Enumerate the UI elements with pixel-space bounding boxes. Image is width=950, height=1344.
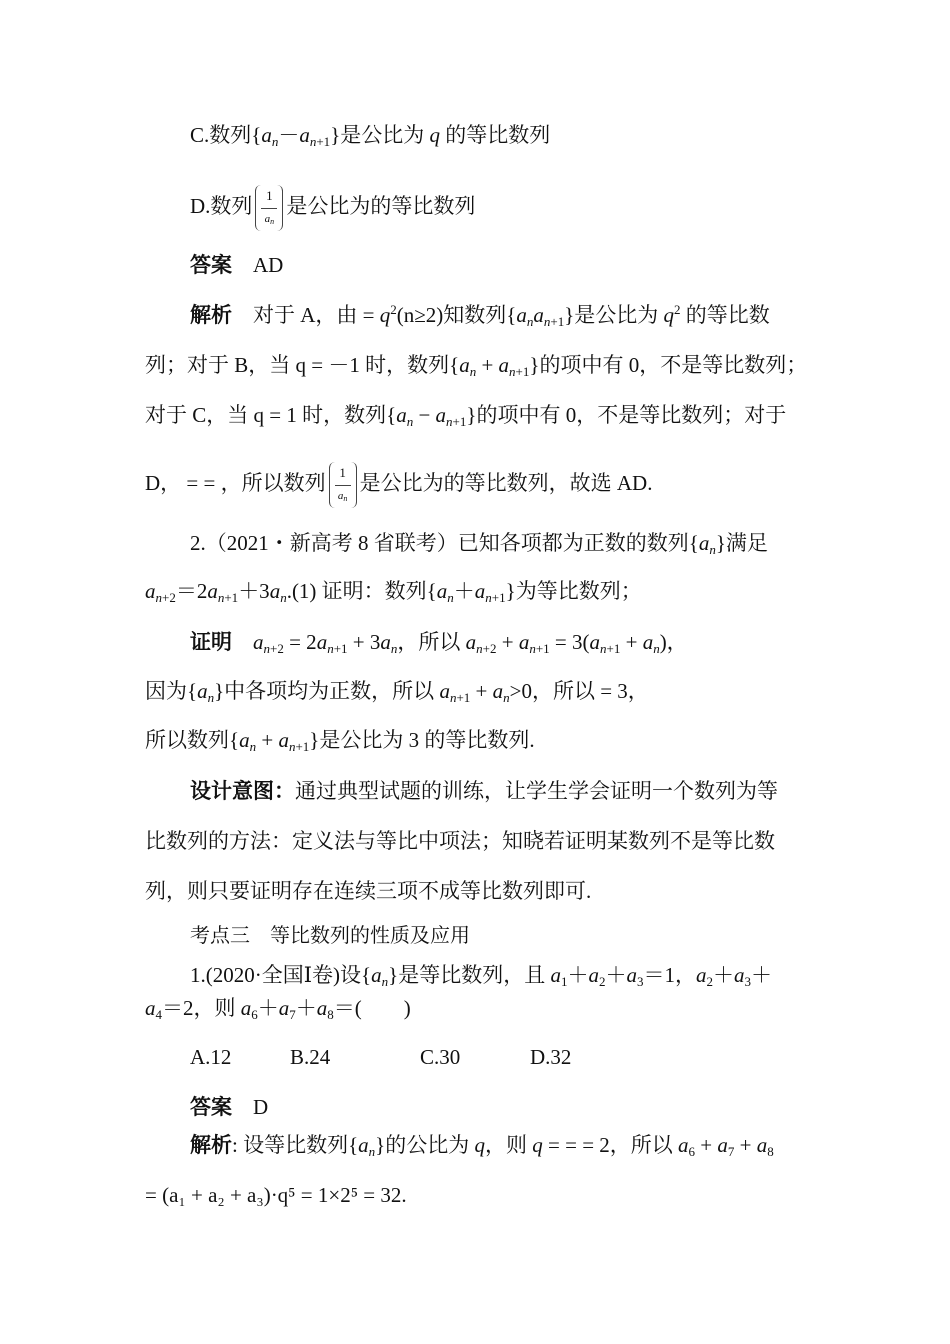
proof-line-3: 所以数列$\{a_n + a_{n+1}\}$是公比为 3 的等比数列.: [145, 728, 535, 754]
proof-line-2: 因为$\{a_n\}$中各项均为正数，所以 $a_{n+1} + a_n>0$，所以 = 3，: [145, 679, 649, 705]
q3-option-c: C.30: [420, 1045, 461, 1069]
question-2-line-2: $a_{n+2}=2a_{n+1}+3a_n.(1)$ 证明：数列$\{a_n+a_{n+1}\}$为等比数列；: [145, 579, 642, 605]
solution-line-4: D， = = ，所以数列 $\frac{1}{a_n}$ 是公比为的等比数列，故选 AD.: [145, 462, 652, 508]
q3-option-b: B.24: [290, 1045, 331, 1069]
q3-solution-line-1: 解析: 设等比数列$\{a_n\}$的公比为 q，则 q = = = 2，所以 $a_6 + a_7 + a_8$: [190, 1133, 774, 1159]
solution-line-1: 解析 对于 A，由 = $q^2(n\ge 2)$知数列$\{a_na_{n+1}\}$是公比为 $q^2$ 的等比数: [190, 302, 770, 329]
solution-line-3: 对于 C，当 q = 1 时，数列$\{a_n - a_{n+1}\}$的项中有 0，不是等比数列；对于: [145, 403, 787, 429]
question-3-line-2: $a_4=2$，则 $a_6+a_7+a_8=$( ): [145, 996, 411, 1022]
q3-option-a: A.12: [190, 1045, 232, 1069]
question-3-line-1: 1.(2020·全国Ⅰ卷)设$\{a_n\}$是等比数列，且 $a_1+a_2+a_3=1$，$a_2+a_3+$: [190, 963, 772, 989]
fraction-1-over-an: $\frac{1}{a_n}$: [255, 185, 283, 231]
q3-solution-line-2: = (a₁ + a₂ + a₃)·q⁵ = 1×2⁵ = 32.: [145, 1183, 407, 1207]
fraction-1-over-an: $\frac{1}{a_n}$: [329, 462, 357, 508]
option-c: C.数列$\{a_n-a_{n+1}\}$是公比为 q 的等比数列: [190, 123, 551, 149]
question-2-line-1: 2.（2021・新高考 8 省联考）已知各项都为正数的数列$\{a_n\}$满足: [190, 531, 768, 557]
section-heading: 考点三 等比数列的性质及应用: [190, 923, 470, 947]
q3-option-d: D.32: [530, 1045, 572, 1069]
design-intent-line-1: 设计意图：通过典型试题的训练，让学生学会证明一个数列为等: [190, 779, 778, 803]
solution-line-2: 列；对于 B，当 q = －1 时，数列$\{a_n + a_{n+1}\}$的项中有 0，不是等比数列；: [145, 353, 808, 379]
design-intent-line-3: 列，则只要证明存在连续三项不成等比数列即可.: [145, 879, 592, 903]
q3-answer-line: 答案 D: [190, 1095, 269, 1119]
design-intent-line-2: 比数列的方法：定义法与等比中项法；知晓若证明某数列不是等比数: [145, 829, 775, 853]
option-d: D.数列 $\frac{1}{a_n}$ 是公比为的等比数列: [190, 185, 475, 231]
proof-line-1: 证明 $a_{n+2} = 2a_{n+1} + 3a_n$，所以 $a_{n+2} + a_{n+1} = 3(a_{n+1} + a_n)$，: [190, 630, 688, 656]
answer-line: 答案 AD: [190, 253, 284, 277]
